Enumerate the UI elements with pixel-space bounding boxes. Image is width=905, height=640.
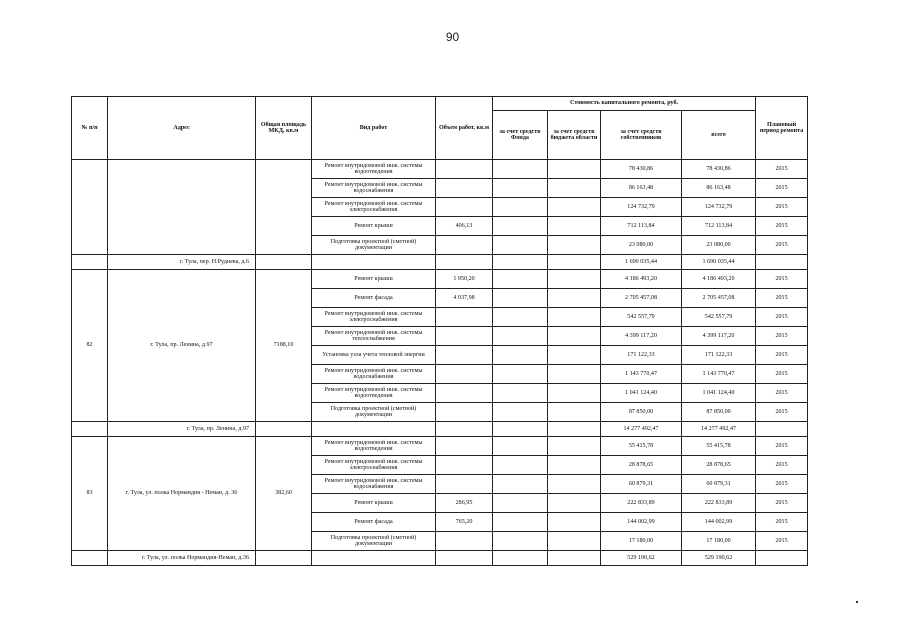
cell-period: 2015 <box>756 198 808 217</box>
cell-work: Установка узла учета тепловой энергии <box>312 346 436 365</box>
cell-budget <box>548 160 601 179</box>
cell-fund <box>493 198 548 217</box>
cell-budget <box>548 437 601 456</box>
cell-period: 2015 <box>756 179 808 198</box>
cell-total: 4 399 117,20 <box>682 327 756 346</box>
header-budget: за счет средств бюджета области <box>548 111 601 160</box>
cell-total: 712 113,84 <box>682 217 756 236</box>
total-empty-cell <box>256 422 312 437</box>
cell-work: Подготовка проектной (сметной) документации <box>312 236 436 255</box>
cell-owners: 222 833,89 <box>601 494 682 513</box>
table-header <box>72 97 808 160</box>
cell-owners: 17 180,00 <box>601 532 682 551</box>
header-total: всего <box>682 111 756 160</box>
cell-period: 2015 <box>756 270 808 289</box>
total-empty-cell <box>256 551 312 566</box>
group-address <box>108 160 256 255</box>
cell-budget <box>548 365 601 384</box>
repair-cost-table <box>71 96 808 566</box>
cell-total: 17 180,00 <box>682 532 756 551</box>
cell-total: 87 850,00 <box>682 403 756 422</box>
total-empty-cell <box>312 551 436 566</box>
total-blank-cell <box>72 551 108 566</box>
cell-budget <box>548 494 601 513</box>
total-label: г. Тула, ул. полка Нормандия-Неман, д.36 <box>108 551 256 566</box>
cell-owners: 86 163,48 <box>601 179 682 198</box>
group-address: г. Тула, ул. полка Нормандия - Неман, д. 36 <box>108 437 256 551</box>
cell-owners: 60 879,31 <box>601 475 682 494</box>
cell-budget <box>548 346 601 365</box>
cell-total: 78 430,86 <box>682 160 756 179</box>
total-sum: 529 190,62 <box>682 551 756 566</box>
cell-work: Ремонт внутридомовой инж. системы электроснабжения <box>312 456 436 475</box>
total-empty-cell <box>548 422 601 437</box>
cell-total: 1 143 770,47 <box>682 365 756 384</box>
total-blank-cell <box>72 255 108 270</box>
cell-total: 28 878,65 <box>682 456 756 475</box>
total-period-cell <box>756 551 808 566</box>
cell-volume <box>436 456 493 475</box>
cell-total: 124 732,79 <box>682 198 756 217</box>
total-period-cell <box>756 422 808 437</box>
cell-work: Ремонт крыши <box>312 494 436 513</box>
cell-work: Ремонт внутридомовой инж. системы водоотведения <box>312 160 436 179</box>
total-empty-cell <box>493 551 548 566</box>
cell-budget <box>548 308 601 327</box>
total-empty-cell <box>493 255 548 270</box>
cell-owners: 23 080,00 <box>601 236 682 255</box>
cell-fund <box>493 403 548 422</box>
header-fund: за счет средств Фонда <box>493 111 548 160</box>
table-row <box>72 270 808 289</box>
cell-work: Ремонт крыши <box>312 217 436 236</box>
cell-work: Ремонт фасада <box>312 289 436 308</box>
group-total-row <box>72 255 808 270</box>
cell-owners: 28 878,65 <box>601 456 682 475</box>
cell-total: 23 080,00 <box>682 236 756 255</box>
cell-volume: 406,13 <box>436 217 493 236</box>
total-blank-cell <box>72 422 108 437</box>
page-number: 90 <box>445 30 460 44</box>
total-owners: 1 690 035,44 <box>601 255 682 270</box>
cell-volume <box>436 475 493 494</box>
cell-budget <box>548 217 601 236</box>
cell-volume: 1 950,20 <box>436 270 493 289</box>
cell-owners: 124 732,79 <box>601 198 682 217</box>
cell-budget <box>548 456 601 475</box>
cell-fund <box>493 532 548 551</box>
cell-period: 2015 <box>756 384 808 403</box>
cell-volume: 286,95 <box>436 494 493 513</box>
cell-work: Ремонт внутридомовой инж. системы водоснабжения <box>312 365 436 384</box>
cell-fund <box>493 308 548 327</box>
total-empty-cell <box>436 551 493 566</box>
table-row <box>72 437 808 456</box>
cell-total: 86 163,48 <box>682 179 756 198</box>
group-num: 83 <box>72 437 108 551</box>
cell-budget <box>548 289 601 308</box>
cell-volume <box>436 160 493 179</box>
cell-work: Ремонт внутридомовой инж. системы водоотведения <box>312 384 436 403</box>
total-empty-cell <box>312 422 436 437</box>
cell-work: Ремонт внутридомовой инж. системы теплоснабжения <box>312 327 436 346</box>
cell-fund <box>493 236 548 255</box>
group-total-row <box>72 551 808 566</box>
cell-budget <box>548 403 601 422</box>
cell-budget <box>548 532 601 551</box>
cell-fund <box>493 179 548 198</box>
cell-volume <box>436 179 493 198</box>
group-num <box>72 160 108 255</box>
cell-work: Ремонт внутридомовой инж. системы электроснабжения <box>312 308 436 327</box>
cell-budget <box>548 327 601 346</box>
cell-total: 4 186 493,20 <box>682 270 756 289</box>
cell-owners: 4 186 493,20 <box>601 270 682 289</box>
scan-speck <box>856 601 858 603</box>
total-empty-cell <box>312 255 436 270</box>
cell-period: 2015 <box>756 513 808 532</box>
total-sum: 14 277 492,47 <box>682 422 756 437</box>
cell-owners: 2 705 457,08 <box>601 289 682 308</box>
total-owners: 529 190,62 <box>601 551 682 566</box>
cell-total: 542 557,79 <box>682 308 756 327</box>
cell-owners: 78 430,86 <box>601 160 682 179</box>
group-num: 82 <box>72 270 108 422</box>
cell-owners: 1 041 124,40 <box>601 384 682 403</box>
cell-period: 2015 <box>756 236 808 255</box>
cell-volume: 765,20 <box>436 513 493 532</box>
cell-volume <box>436 437 493 456</box>
cell-fund <box>493 513 548 532</box>
cell-volume <box>436 236 493 255</box>
cell-period: 2015 <box>756 532 808 551</box>
cell-budget <box>548 270 601 289</box>
cell-fund <box>493 327 548 346</box>
cell-total: 222 833,89 <box>682 494 756 513</box>
cell-work: Ремонт внутридомовой инж. системы водоснабжения <box>312 179 436 198</box>
total-sum: 1 690 035,44 <box>682 255 756 270</box>
total-owners: 14 277 492,47 <box>601 422 682 437</box>
cell-work: Ремонт внутридомовой инж. системы водоотведения <box>312 437 436 456</box>
total-period-cell <box>756 255 808 270</box>
cell-period: 2015 <box>756 308 808 327</box>
cell-fund <box>493 494 548 513</box>
cell-total: 144 002,99 <box>682 513 756 532</box>
group-area: 382,60 <box>256 437 312 551</box>
cell-budget <box>548 384 601 403</box>
cell-fund <box>493 365 548 384</box>
cell-owners: 87 850,00 <box>601 403 682 422</box>
cell-total: 171 122,33 <box>682 346 756 365</box>
cell-period: 2015 <box>756 403 808 422</box>
total-label: г. Тула, пер. Н.Руднева, д.6 <box>108 255 256 270</box>
cell-work: Подготовка проектной (сметной) документации <box>312 532 436 551</box>
cell-period: 2015 <box>756 346 808 365</box>
cell-volume <box>436 346 493 365</box>
cell-total: 2 705 457,08 <box>682 289 756 308</box>
cell-period: 2015 <box>756 456 808 475</box>
cell-fund <box>493 346 548 365</box>
total-empty-cell <box>493 422 548 437</box>
cell-volume <box>436 198 493 217</box>
group-address: г. Тула, пр. Ленина, д.97 <box>108 270 256 422</box>
header-owners: за счет средств собственников <box>601 111 682 160</box>
cell-fund <box>493 217 548 236</box>
cell-budget <box>548 475 601 494</box>
total-empty-cell <box>548 551 601 566</box>
cell-owners: 171 122,33 <box>601 346 682 365</box>
cell-owners: 144 002,99 <box>601 513 682 532</box>
cell-budget <box>548 236 601 255</box>
cell-period: 2015 <box>756 475 808 494</box>
cell-owners: 542 557,79 <box>601 308 682 327</box>
cell-owners: 4 399 117,20 <box>601 327 682 346</box>
header-period: Плановый период ремонта <box>756 97 808 160</box>
total-empty-cell <box>256 255 312 270</box>
total-empty-cell <box>436 255 493 270</box>
cell-period: 2015 <box>756 494 808 513</box>
header-cost-group: Стоимость капитального ремонта, руб. <box>493 97 756 111</box>
cell-total: 1 041 124,40 <box>682 384 756 403</box>
cell-work: Подготовка проектной (сметной) документации <box>312 403 436 422</box>
header-area: Общая площадь МКД, кв.м <box>256 97 312 160</box>
cell-period: 2015 <box>756 365 808 384</box>
cell-budget <box>548 198 601 217</box>
total-label: г. Тула, пр. Ленина, д.97 <box>108 422 256 437</box>
group-area: 7188,10 <box>256 270 312 422</box>
cell-volume <box>436 532 493 551</box>
cell-work: Ремонт крыши <box>312 270 436 289</box>
cell-period: 2015 <box>756 437 808 456</box>
cell-volume: 4 037,98 <box>436 289 493 308</box>
cell-fund <box>493 160 548 179</box>
header-num: № п/п <box>72 97 108 160</box>
cell-fund <box>493 475 548 494</box>
cell-period: 2015 <box>756 217 808 236</box>
cell-owners: 712 113,84 <box>601 217 682 236</box>
table-body <box>72 160 808 566</box>
total-empty-cell <box>436 422 493 437</box>
group-total-row <box>72 422 808 437</box>
cell-volume <box>436 384 493 403</box>
cell-volume <box>436 365 493 384</box>
cell-owners: 1 143 770,47 <box>601 365 682 384</box>
cell-volume <box>436 403 493 422</box>
cell-fund <box>493 384 548 403</box>
cell-fund <box>493 456 548 475</box>
cell-work: Ремонт внутридомовой инж. системы электроснабжения <box>312 198 436 217</box>
cell-work: Ремонт внутридомовой инж. системы водоснабжения <box>312 475 436 494</box>
table-row <box>72 160 808 179</box>
cell-period: 2015 <box>756 160 808 179</box>
cell-fund <box>493 270 548 289</box>
header-address: Адрес <box>108 97 256 160</box>
cell-budget <box>548 179 601 198</box>
cell-fund <box>493 289 548 308</box>
cell-budget <box>548 513 601 532</box>
cell-period: 2015 <box>756 289 808 308</box>
cell-total: 55 415,78 <box>682 437 756 456</box>
cell-owners: 55 415,78 <box>601 437 682 456</box>
cell-volume <box>436 308 493 327</box>
cell-period: 2015 <box>756 327 808 346</box>
total-empty-cell <box>548 255 601 270</box>
header-work: Вид работ <box>312 97 436 160</box>
cell-volume <box>436 327 493 346</box>
header-volume: Объем работ, кв.м <box>436 97 493 160</box>
cell-total: 60 879,31 <box>682 475 756 494</box>
cell-work: Ремонт фасада <box>312 513 436 532</box>
group-area <box>256 160 312 255</box>
cell-fund <box>493 437 548 456</box>
